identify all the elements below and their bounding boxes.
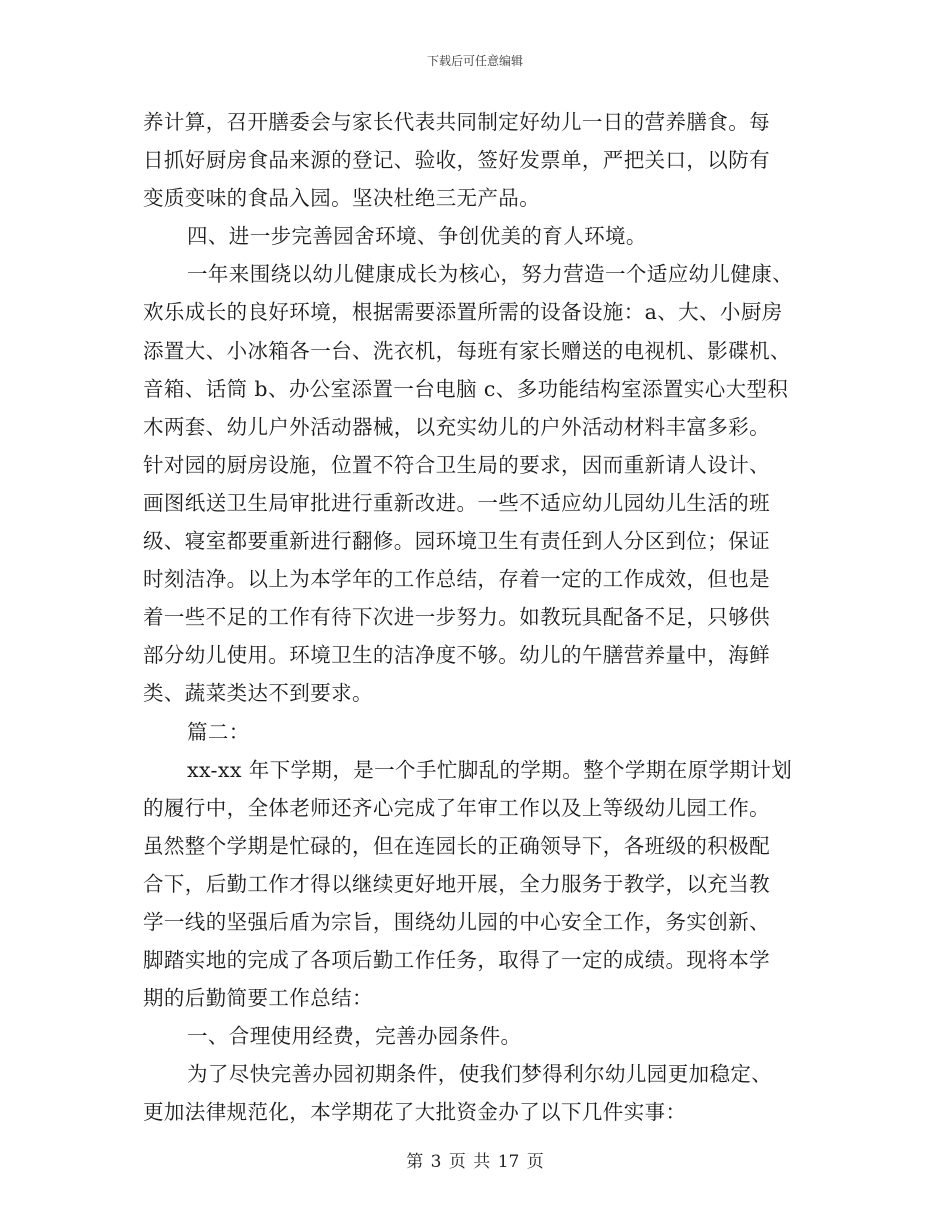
- text-line: 为了尽快完善办园初期条件，使我们梦得利尔幼儿园更加稳定、: [187, 1062, 773, 1087]
- section-heading: 一、合理使用经费，完善办园条件。: [187, 1024, 522, 1049]
- text-line: 部分幼儿使用。环境卫生的洁净度不够。幼儿的午膳营养量中，海鲜: [143, 643, 770, 668]
- section-heading: 篇二：: [187, 719, 250, 744]
- text-line: xx-xx 年下学期，是一个手忙脚乱的学期。整个学期在原学期计划: [187, 757, 793, 782]
- text-line: 日抓好厨房食品来源的登记、验收，签好发票单，严把关口，以防有: [143, 148, 770, 173]
- text-line: 画图纸送卫生局审批进行重新改进。一些不适应幼儿园幼儿生活的班: [143, 490, 770, 515]
- text-line: 期的后勤简要工作总结：: [143, 986, 373, 1011]
- text-line: 变质变味的食品入园。坚决杜绝三无产品。: [143, 186, 541, 211]
- page-number-footer: 第 3 页 共 17 页: [406, 1152, 544, 1172]
- text-line: 欢乐成长的良好环境，根据需要添置所需的设备设施：a、大、小厨房: [143, 300, 783, 325]
- text-line: 时刻洁净。以上为本学年的工作总结，存着一定的工作成效，但也是: [143, 567, 770, 592]
- text-line: 级、寝室都要重新进行翻修。园环境卫生有责任到人分区到位；保证: [143, 529, 770, 554]
- text-line: 添置大、小冰箱各一台、洗衣机，每班有家长赠送的电视机、影碟机、: [143, 338, 791, 363]
- text-line: 更加法律规范化，本学期花了大批资金办了以下几件实事：: [143, 1100, 687, 1125]
- text-line: 脚踏实地的完成了各项后勤工作任务，取得了一定的成绩。现将本学: [143, 948, 770, 973]
- text-line: 虽然整个学期是忙碌的，但在连园长的正确领导下，各班级的积极配: [143, 833, 770, 858]
- text-line: 的履行中，全体老师还齐心完成了年审工作以及上等级幼儿园工作。: [143, 795, 770, 820]
- text-line: 学一线的坚强后盾为宗旨，围绕幼儿园的中心安全工作，务实创新、: [143, 909, 770, 934]
- text-line: 养计算，召开膳委会与家长代表共同制定好幼儿一日的营养膳食。每: [143, 110, 770, 134]
- text-line: 类、蔬菜类达不到要求。: [143, 681, 373, 706]
- text-line: 针对园的厨房设施，位置不符合卫生局的要求，因而重新请人设计、: [143, 452, 770, 477]
- text-line: 音箱、话筒 b、办公室添置一台电脑 c、多功能结构室添置实心大型积: [143, 376, 789, 401]
- text-line: 合下，后勤工作才得以继续更好地开展，全力服务于教学，以充当教: [143, 871, 770, 896]
- section-heading: 四、进一步完善园舍环境、争创优美的育人环境。: [187, 224, 647, 249]
- text-line: 木两套、幼儿户外活动器械，以充实幼儿的户外活动材料丰富多彩。: [143, 414, 770, 439]
- text-line: 着一些不足的工作有待下次进一步努力。如教玩具配备不足，只够供: [143, 605, 770, 630]
- text-line: 一年来围绕以幼儿健康成长为核心，努力营造一个适应幼儿健康、: [187, 262, 794, 287]
- document-body: [143, 103, 813, 1132]
- page-header: 下载后可任意编辑: [426, 54, 523, 68]
